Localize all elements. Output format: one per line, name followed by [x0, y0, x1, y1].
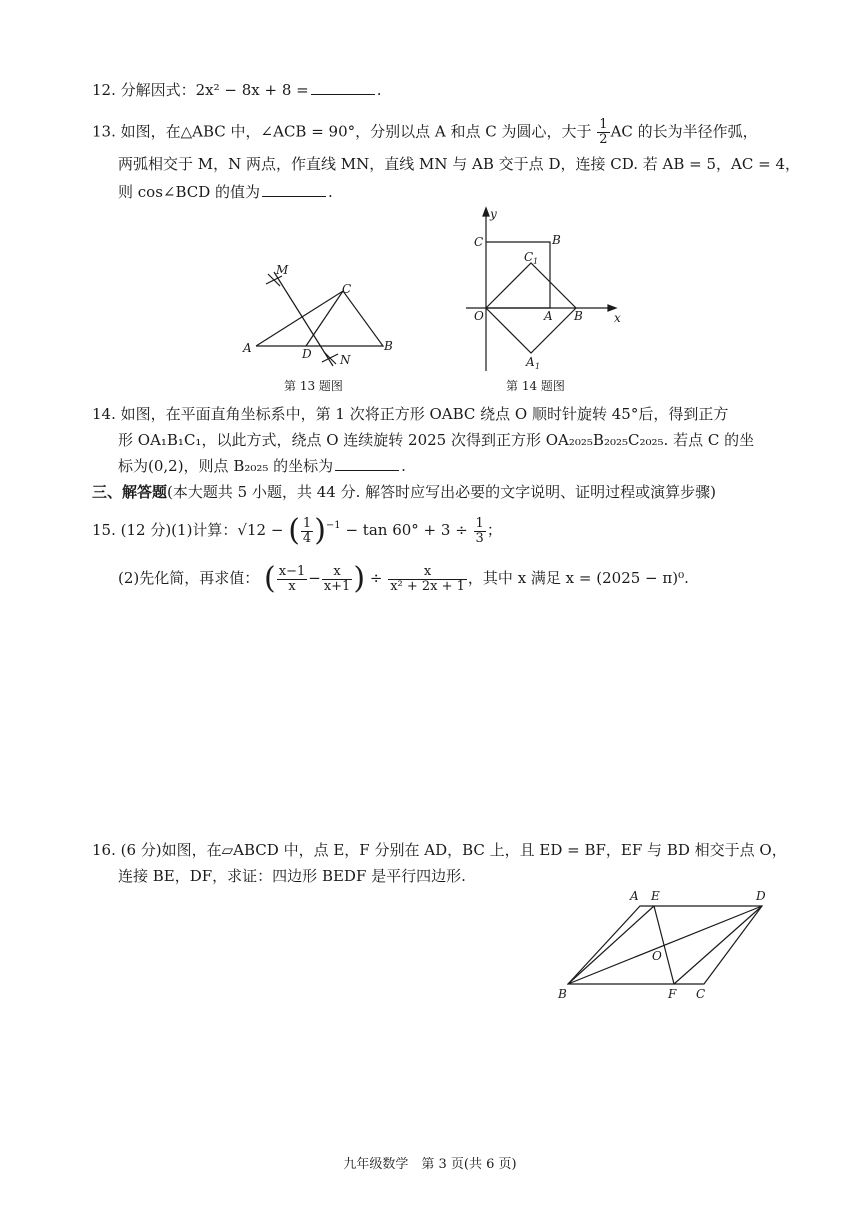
question-14-line1: 14. 如图，在平面直角坐标系中，第 1 次将正方形 OABC 绕点 O 顺时针旋转 45°后，得到正方: [92, 405, 729, 423]
segment-ef: [654, 906, 674, 984]
fig13-label-d: D: [302, 347, 312, 361]
fig14-label-b-top: B: [552, 233, 561, 247]
fig16-label-d: D: [756, 889, 766, 903]
figure-13-caption: 第 13 题图: [284, 379, 343, 393]
question-15-part1: 15. (12 分)(1)计算：√12 − ( $\frac{1}{4}$ )$^{-1}$ − tan 60° + 3 ÷ $\frac{1}{3}$ ；: [92, 513, 502, 548]
q13-answer-blank: [262, 182, 326, 197]
fig16-label-f: F: [668, 987, 677, 1001]
section-3-heading: [92, 482, 716, 502]
question-13-line2: 两弧相交于 M，N 两点，作直线 MN，直线 MN 与 AB 交于点 D，连接 CD. 若 AB = 5，AC = 4，: [118, 155, 800, 173]
fig16-label-e: E: [651, 889, 660, 903]
triangle-abc: [256, 291, 383, 346]
fig16-label-c: C: [696, 987, 706, 1001]
page-footer: 九年级数学 第 3 页(共 6 页): [343, 1157, 517, 1172]
question-14-line2: 形 OA₁B₁C₁，以此方式，绕点 O 连续旋转 2025 次得到正方形 OA₂₀₂₅B₂₀₂₅C₂₀₂₅. 若点 C 的坐: [118, 431, 755, 449]
fig16-label-a: A: [630, 889, 639, 903]
fig14-label-a: A: [544, 309, 553, 323]
fig13-label-c: C: [342, 282, 352, 296]
fig14-label-o: O: [474, 309, 484, 323]
fig14-label-b: B: [574, 309, 583, 323]
section-3-title: 三、解答题: [92, 483, 168, 501]
q12-text: 12. 分解因式：2x² − 8x + 8 =: [92, 81, 309, 99]
segment-be: [568, 906, 654, 984]
question-16-line1: 16. (6 分)如图，在▱ABCD 中，点 E，F 分别在 AD，BC 上，且 ED = BF，EF 与 BD 相交于点 O，: [92, 841, 787, 859]
fig14-label-x: x: [614, 311, 621, 325]
segment-cd: [306, 291, 343, 346]
fig13-label-n: N: [340, 353, 351, 367]
question-14-line3: 标为(0,2)，则点 B₂₀₂₅ 的坐标为 .: [118, 457, 406, 475]
svg-text:1: 1: [535, 362, 541, 371]
question-13-line1: 13. 如图，在△ABC 中，∠ACB = 90°，分别以点 A 和点 C 为圆心，大于 $\frac{1}{2}$ AC 的长为半径作弧，: [92, 117, 758, 147]
fig14-label-a1: A: [526, 355, 535, 369]
fig13-label-b: B: [384, 339, 393, 353]
q12-answer-blank: [311, 80, 375, 95]
figure-14: [466, 206, 626, 374]
figure-14-caption: 第 14 题图: [506, 379, 565, 393]
fig16-label-b: B: [558, 987, 567, 1001]
fig14-label-c1: C: [524, 250, 534, 264]
fig16-label-o: O: [652, 949, 662, 963]
question-16-line2: 连接 BE，DF，求证：四边形 BEDF 是平行四边形.: [118, 867, 466, 885]
q13-fraction: $\frac{1}{2}$: [599, 117, 608, 147]
segment-df: [674, 906, 762, 984]
fig14-label-y: y: [490, 207, 497, 221]
figure-13: [238, 258, 408, 370]
fig13-label-m: M: [276, 263, 289, 277]
fig14-label-c: C: [474, 235, 484, 249]
q14-answer-blank: [335, 456, 399, 471]
question-13-line3: 则 cos∠BCD 的值为 .: [118, 183, 333, 201]
question-15-part2: (2)先化简，再求值： ( $\frac{x-1}{x}$ − $\frac{x}{x+1}$ ) ÷ $\frac{x}{\text{x² + 2x + 1}}$ ，其中 x 满足 x = (2025 − π)⁰.: [118, 561, 689, 596]
figure-16: [550, 886, 772, 1004]
fig13-label-a: A: [243, 341, 252, 355]
svg-text:1: 1: [533, 257, 539, 266]
y-arrow: [483, 208, 489, 216]
question-12: 12. 分解因式：2x² − 8x + 8 = .: [92, 81, 382, 99]
section-3-desc: (本大题共 5 小题，共 44 分. 解答时应写出必要的文字说明、证明过程或演算步骤): [167, 483, 716, 501]
